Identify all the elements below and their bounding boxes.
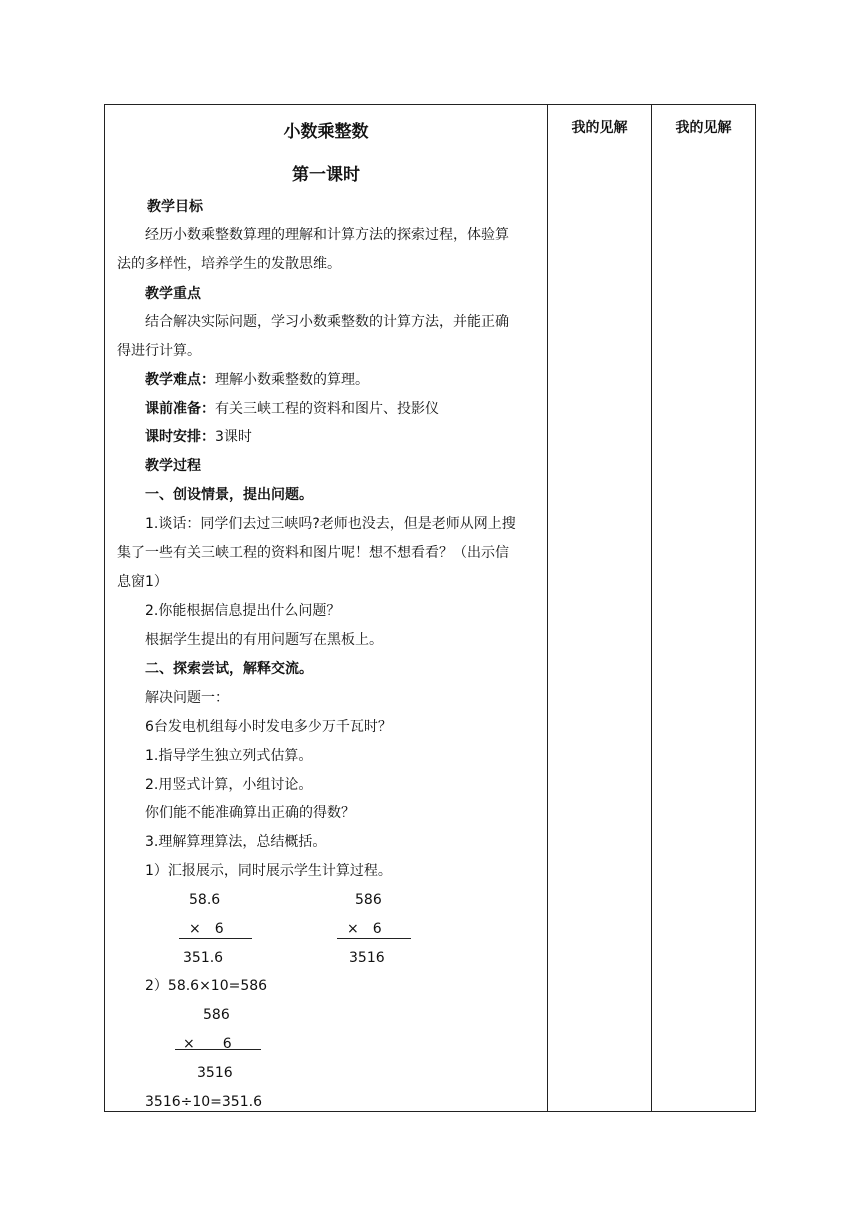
column-divider	[547, 105, 548, 1111]
paragraph: 3516÷10=351.6	[145, 1094, 262, 1110]
calc-operand: 586	[203, 1007, 230, 1023]
difficulty-text: 理解小数乘整数的算理。	[215, 372, 369, 388]
prep-label: 课前准备：	[145, 401, 215, 417]
paragraph: 根据学生提出的有用问题写在黑板上。	[145, 632, 383, 648]
key-text: 结合解决实际问题，学习小数乘整数的计算方法，并能正确	[145, 314, 509, 330]
difficulty-label: 教学难点：	[145, 372, 215, 388]
paragraph: 解决问题一：	[145, 690, 229, 706]
schedule-label: 课时安排：	[145, 429, 215, 445]
goal-text: 法的多样性，培养学生的发散思维。	[117, 256, 341, 272]
key-heading: 教学重点	[145, 286, 201, 302]
paragraph: 1.谈话：同学们去过三峡吗?老师也没去，但是老师从网上搜	[145, 516, 516, 532]
calc-underline	[337, 938, 411, 939]
paragraph: 2.你能根据信息提出什么问题？	[145, 603, 341, 619]
paragraph: 集了一些有关三峡工程的资料和图片呢！想不想看看？（出示信	[117, 545, 509, 561]
opinion-column-header: 我的见解	[571, 120, 628, 136]
calc-multiplier: × 6	[347, 921, 382, 937]
calc-operand: 58.6	[189, 892, 221, 908]
lesson-plan-table	[104, 104, 756, 1112]
calc-operand: 586	[355, 892, 382, 908]
key-text: 得进行计算。	[117, 343, 201, 359]
paragraph: 1.指导学生独立列式估算。	[145, 748, 313, 764]
paragraph: 你们能不能准确算出正确的得数？	[145, 805, 355, 821]
calc-result: 351.6	[183, 950, 224, 966]
column-divider	[651, 105, 652, 1111]
calc-underline	[175, 1049, 261, 1050]
calc-multiplier: × 6	[183, 1036, 232, 1052]
calc-result: 3516	[349, 950, 385, 966]
difficulty-line	[145, 370, 369, 390]
section-heading: 二、探索尝试，解释交流。	[145, 661, 313, 677]
paragraph: 1）汇报展示，同时展示学生计算过程。	[145, 863, 392, 879]
paragraph: 2）58.6×10=586	[145, 978, 268, 994]
schedule-text: 3课时	[215, 429, 252, 445]
paragraph: 2.用竖式计算，小组讨论。	[145, 777, 313, 793]
section-heading: 一、创设情景，提出问题。	[145, 487, 313, 503]
paragraph: 6台发电机组每小时发电多少万千瓦时？	[145, 719, 392, 735]
lesson-title: 小数乘整数	[283, 122, 369, 142]
goal-heading: 教学目标	[147, 199, 203, 215]
schedule-line	[145, 427, 252, 447]
goal-text: 经历小数乘整数算理的理解和计算方法的探索过程，体验算	[145, 227, 509, 243]
lesson-subtitle: 第一课时	[292, 165, 360, 185]
process-heading: 教学过程	[145, 458, 201, 474]
prep-line	[145, 399, 439, 419]
paragraph: 3.理解算理算法，总结概括。	[145, 834, 327, 850]
calc-multiplier: × 6	[189, 921, 224, 937]
paragraph: 息窗1）	[117, 574, 168, 590]
calc-underline	[179, 938, 252, 939]
calc-result: 3516	[197, 1065, 233, 1081]
opinion-column-header: 我的见解	[675, 120, 732, 136]
prep-text: 有关三峡工程的资料和图片、投影仪	[215, 401, 439, 417]
